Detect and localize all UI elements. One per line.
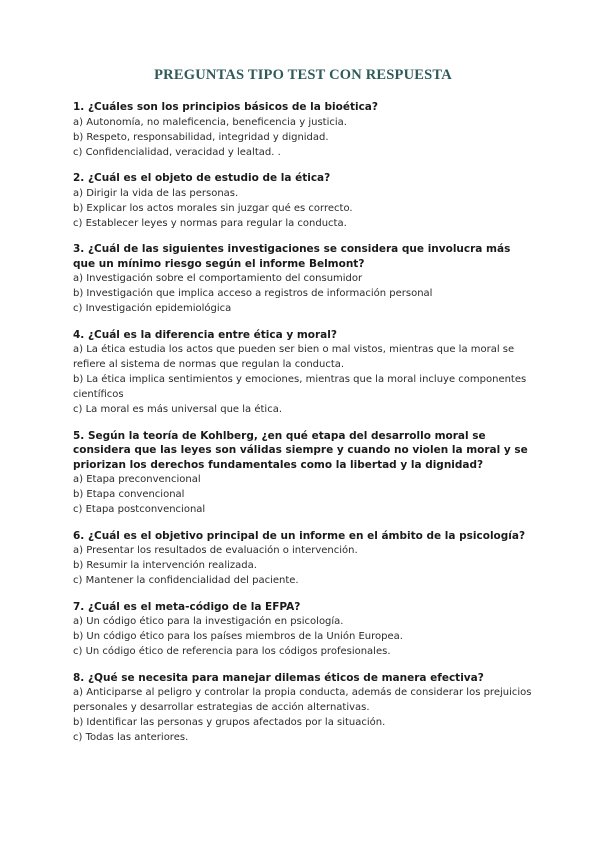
option-b: b) Identificar las personas y grupos afectados por la situación.	[73, 717, 386, 728]
document-page	[73, 66, 533, 757]
option-c: c) Todas las anteriores.	[73, 732, 189, 743]
option-b: b) Investigación que implica acceso a registros de información personal	[73, 288, 433, 299]
question-text: 3. ¿Cuál de las siguientes investigaciones se considera que involucra más que un mínimo riesgo según el informe Belmont?	[73, 243, 511, 270]
option-c: c) Etapa postconvencional	[73, 504, 206, 515]
option-b: b) Etapa convencional	[73, 489, 185, 500]
question-text: 4. ¿Cuál es la diferencia entre ética y moral?	[73, 328, 337, 341]
question-text: 5. Según la teoría de Kohlberg, ¿en qué etapa del desarrollo moral se considera que las leyes son válidas siempre y cuando no violen la moral y se priorizan los derechos fundamentales como la libertad y la dignidad?	[73, 429, 528, 471]
question-2	[73, 171, 533, 231]
option-b: b) Un código ético para los países miembros de la Unión Europea.	[73, 631, 403, 642]
option-b: b) Explicar los actos morales sin juzgar qué es correcto.	[73, 202, 353, 214]
question-text: 2. ¿Cuál es el objeto de estudio de la ética?	[73, 172, 331, 184]
question-3	[73, 242, 533, 316]
option-a: a) Etapa preconvencional	[73, 474, 201, 485]
option-a: a) Un código ético para la investigación en psicología.	[73, 616, 344, 627]
question-6	[73, 529, 533, 589]
question-text: 1. ¿Cuáles son los principios básicos de la bioética?	[73, 101, 378, 113]
document-title: PREGUNTAS TIPO TEST CON RESPUESTA	[154, 67, 452, 83]
option-a: a) Autonomía, no maleficencia, beneficencia y justicia.	[73, 116, 347, 128]
option-b: b) Respeto, responsabilidad, integridad y dignidad.	[73, 131, 329, 143]
question-5	[73, 429, 533, 518]
question-1	[73, 100, 533, 160]
option-b: b) La ética implica sentimientos y emociones, mientras que la moral incluye componentes científicos	[73, 374, 527, 400]
option-a: a) Anticiparse al peligro y controlar la propia conducta, además de considerar los prejuicios personales y desarrollar estrategias de acción alternativas.	[73, 687, 532, 713]
option-c: c) Establecer leyes y normas para regular la conducta.	[73, 217, 347, 229]
question-4	[73, 328, 533, 418]
option-b: b) Resumir la intervención realizada.	[73, 560, 257, 571]
option-c: c) Confidencialidad, veracidad y lealtad. .	[73, 146, 281, 158]
question-text: 6. ¿Cuál es el objetivo principal de un informe en el ámbito de la psicología?	[73, 529, 526, 542]
question-text: 8. ¿Qué se necesita para manejar dilemas éticos de manera efectiva?	[73, 671, 484, 684]
option-a: a) Investigación sobre el comportamiento del consumidor	[73, 273, 363, 284]
question-8	[73, 671, 533, 746]
option-c: c) Mantener la confidencialidad del paciente.	[73, 575, 299, 586]
question-text: 7. ¿Cuál es el meta-código de la EFPA?	[73, 600, 301, 613]
option-c: c) La moral es más universal que la ética.	[73, 404, 282, 415]
option-a: a) Presentar los resultados de evaluación o intervención.	[73, 545, 358, 556]
question-7	[73, 600, 533, 660]
option-a: a) Dirigir la vida de las personas.	[73, 187, 239, 199]
option-c: c) Investigación epidemiológica	[73, 303, 232, 314]
option-a: a) La ética estudia los actos que pueden ser bien o mal vistos, mientras que la moral se refiere al sistema de normas que regulan la conducta.	[73, 344, 515, 370]
option-c: c) Un código ético de referencia para los códigos profesionales.	[73, 646, 391, 657]
